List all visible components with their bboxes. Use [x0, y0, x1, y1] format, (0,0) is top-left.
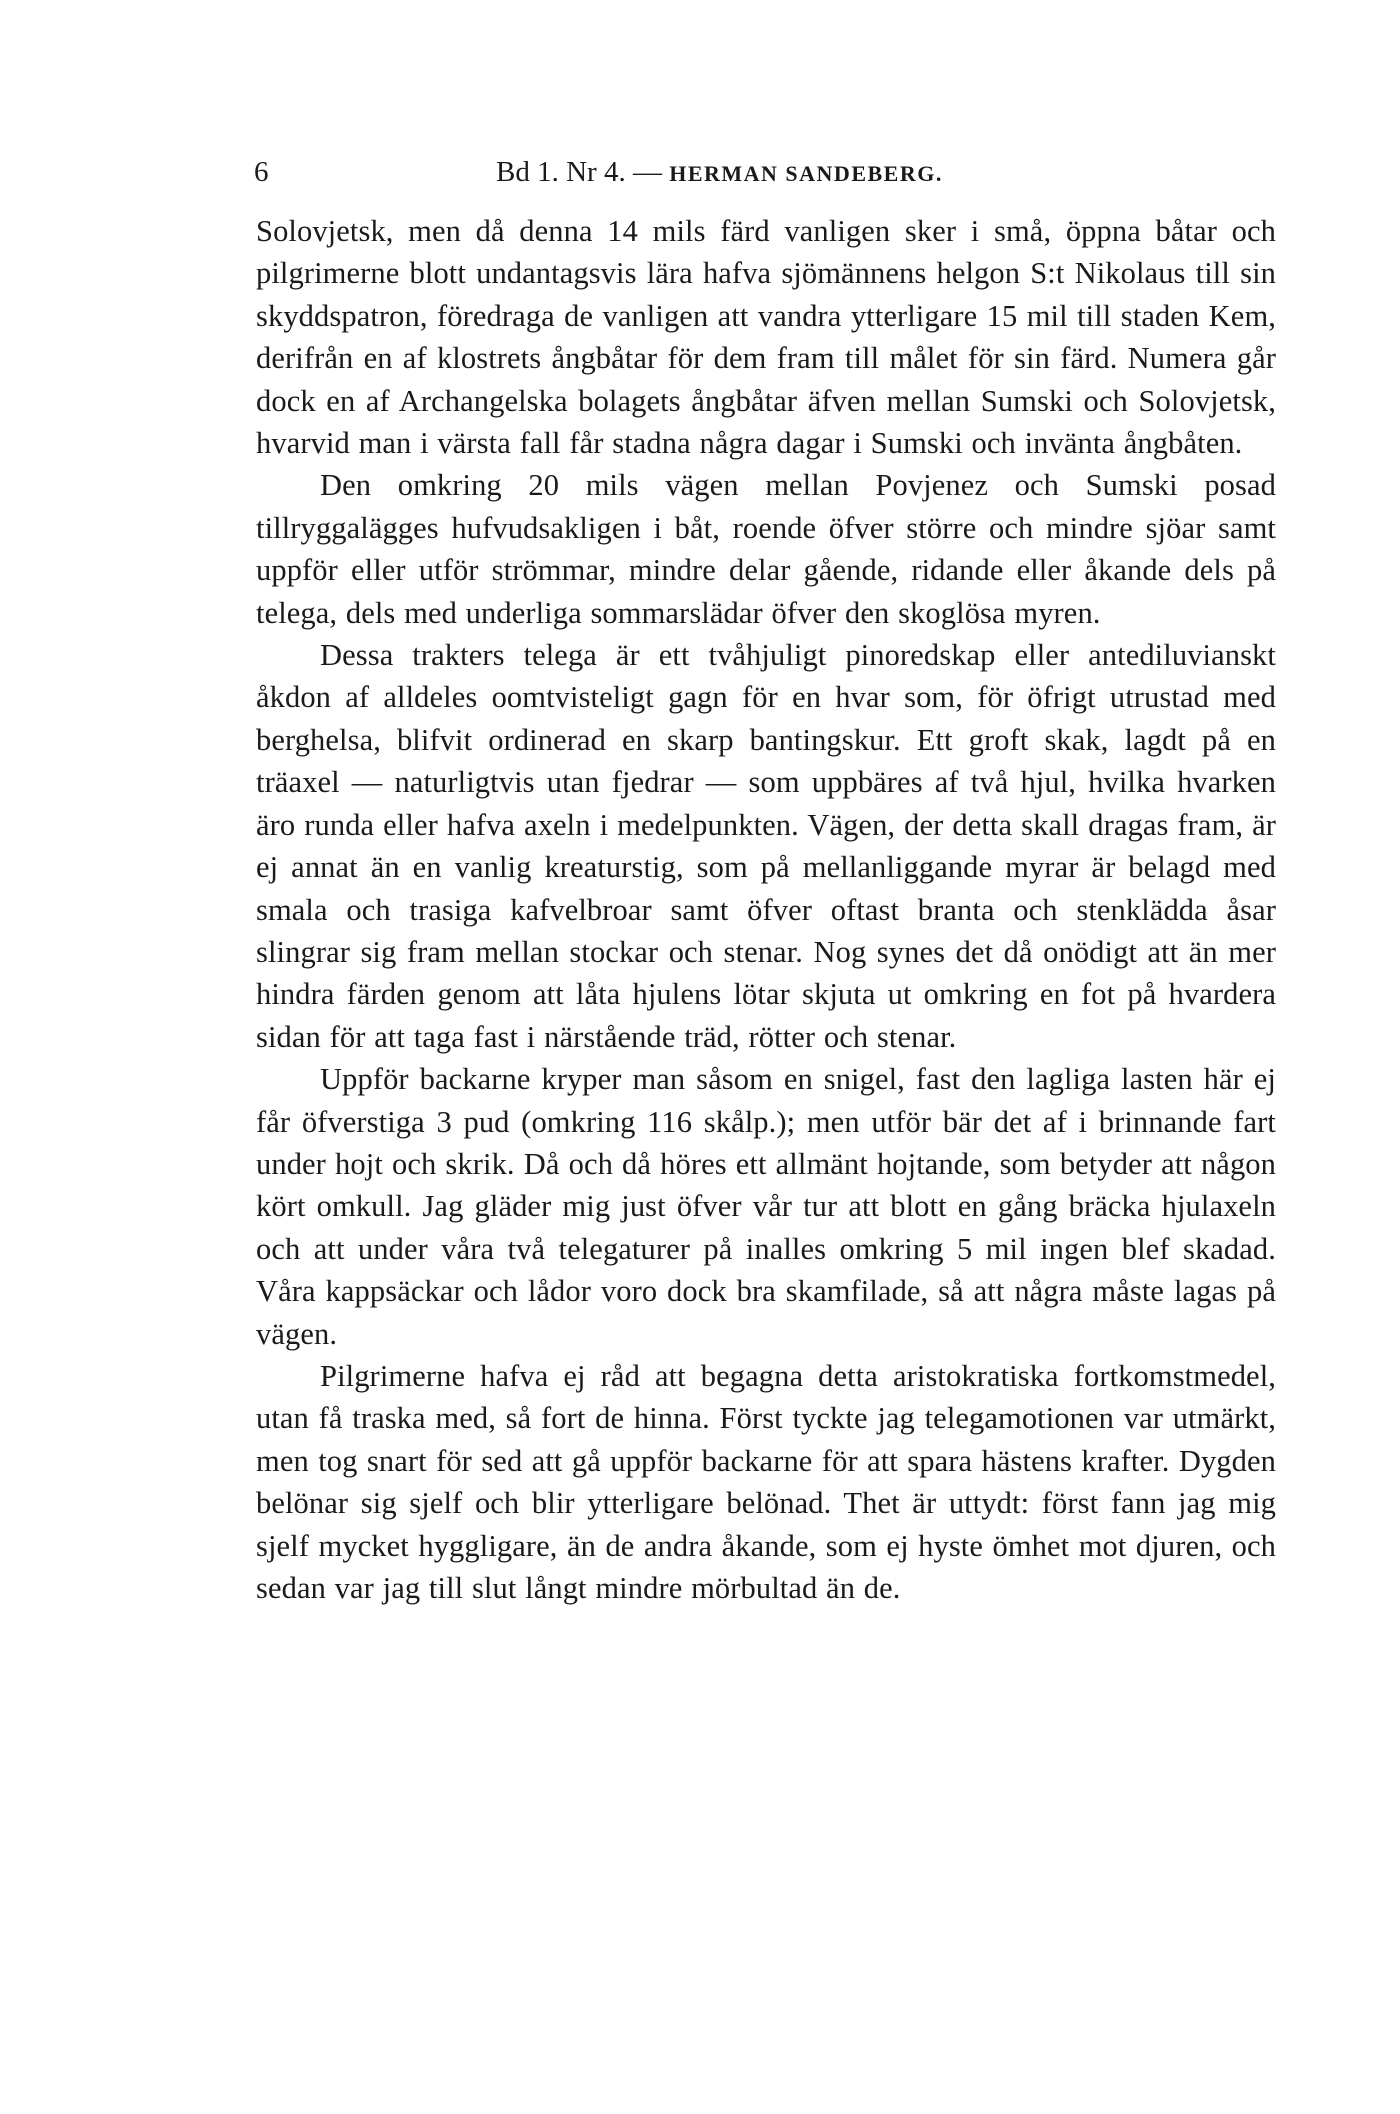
paragraph: Dessa trakters telega är ett tvåhjuligt pinoredskap eller antediluvianskt åkdon af alldeles oomtvisteligt gagn för en hvar som, för öfrigt utrustad med berghelsa, blifvit ordinerad en skarp bantingskur. Ett groft skak, lagdt på en träaxel — naturligtvis utan fjedrar — som uppbäres af två hjul, hvilka hvarken äro runda eller hafva axeln i medelpunkten. Vägen, der detta skall dragas fram, är ej annat än en vanlig kreaturstig, som på mellanliggande myrar är belagd med smala och trasiga kafvelbroar samt öfver oftast branta och stenklädda åsar slingrar sig fram mellan stockar och stenar. Nog synes det då onödigt att än mer hindra färden genom att låta hjulens lötar skjuta ut omkring en fot på hvardera sidan för att taga fast i närstående träd, rötter och stenar.	[256, 638, 1276, 1054]
paragraph: Den omkring 20 mils vägen mellan Povjenez och Sumski posad tillryggalägges hufvudsakligen i båt, roende öfver större och mindre sjöar samt uppför eller utför strömmar, mindre delar gående, ridande eller åkande dels på telega, dels med underliga sommarslädar öfver den skoglösa myren.	[256, 468, 1276, 630]
body-text	[256, 210, 1276, 1609]
paragraph: Pilgrimerne hafva ej råd att begagna detta aristokratiska fortkomstmedel, utan få traska med, så fort de hinna. Först tyckte jag telegamotionen var utmärkt, men tog snart för sed att gå uppför backarne för att spara hästens krafter. Dygden belönar sig sjelf och blir ytterligare belönad. Thet är uttydt: först fann jag mig sjelf mycket hyggligare, än de andra åkande, som ej hyste ömhet mot djuren, och sedan var jag till slut långt mindre mörbultad än de.	[256, 1358, 1276, 1605]
book-page	[256, 150, 1276, 1609]
author-name: HERMAN SANDEBERG.	[669, 161, 943, 186]
series-line	[496, 150, 943, 196]
paragraph: Solovjetsk, men då denna 14 mils färd vanligen sker i små, öppna båtar och pilgrimerne blott undantagsvis lära hafva sjömännens helgon S:t Nikolaus till sin skyddspatron, föredraga de vanligen att vandra ytterligare 15 mil till staden Kem, derifrån en af klostrets ångbåtar för dem fram till målet för sin färd. Numera går dock en af Archangelska bolagets ångbåtar äfven mellan Sumski och Solovjetsk, hvarvid man i värsta fall får stadna några dagar i Sumski och invänta ångbåten.	[256, 214, 1276, 461]
series-volume: Bd 1. Nr 4. —	[496, 156, 662, 188]
page-number: 6	[254, 156, 269, 188]
paragraph: Uppför backarne kryper man såsom en snigel, fast den lagliga lasten här ej får öfverstiga 3 pud (omkring 116 skålp.); men utför bär det af i brinnande fart under hojt och skrik. Då och då höres ett allmänt hojtande, som betyder att någon kört omkull. Jag gläder mig just öfver vår tur att blott en gång bräcka hjulaxeln och att under våra två telegaturer på inalles omkring 5 mil ingen blef skadad. Våra kappsäckar och lådor voro dock bra skamfilade, så att några måste lagas på vägen.	[256, 1062, 1276, 1351]
running-head	[256, 150, 1276, 194]
